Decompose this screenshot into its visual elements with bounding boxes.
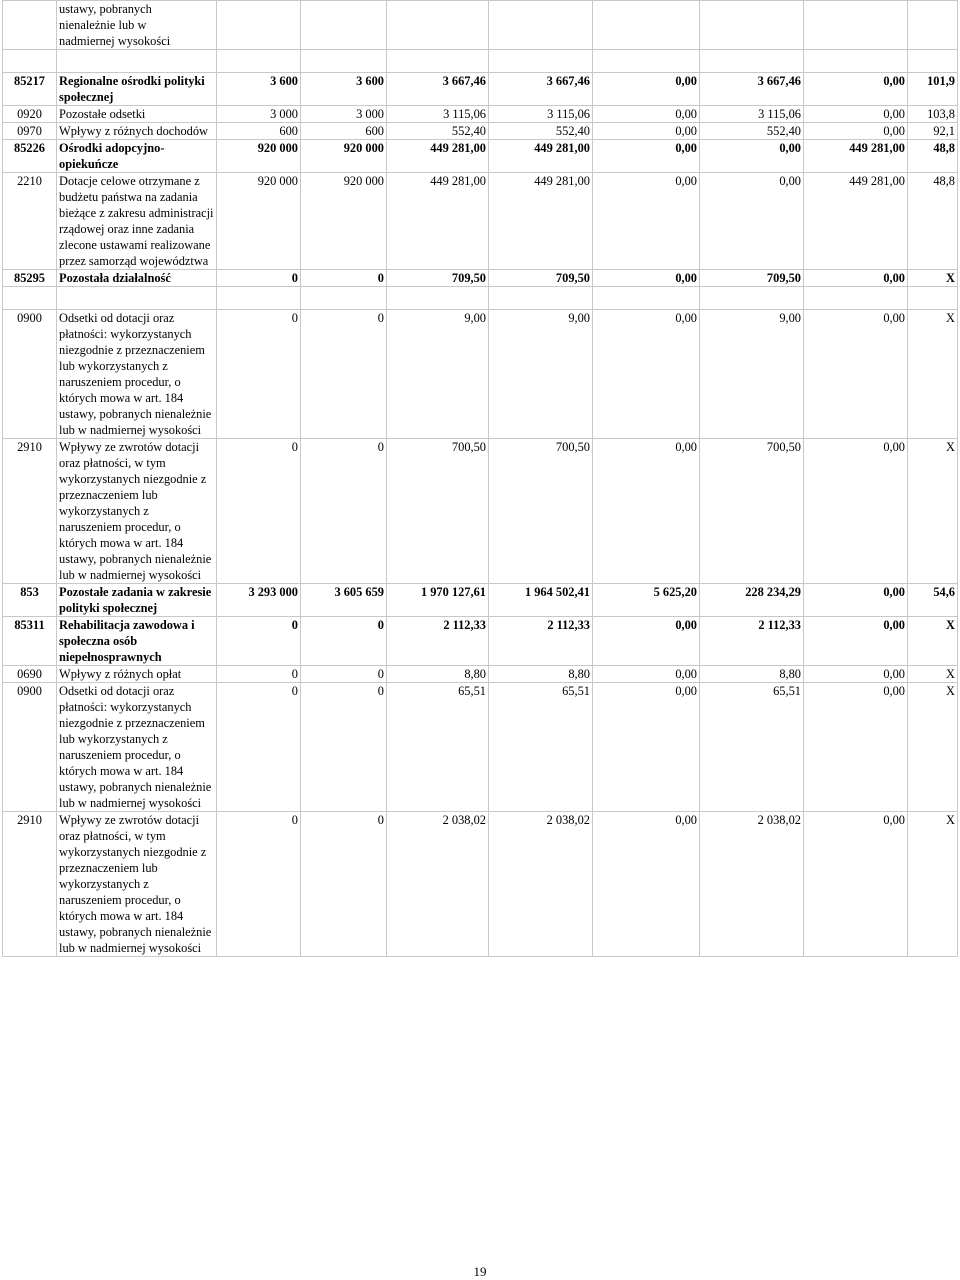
row-value-7: 0,00 xyxy=(804,73,908,106)
row-code: 85226 xyxy=(3,140,57,173)
table-row xyxy=(3,123,958,140)
row-value-6: 8,80 xyxy=(700,666,804,683)
row-value-2: 920 000 xyxy=(301,140,387,173)
row-value-7: 0,00 xyxy=(804,106,908,123)
row-code: 2910 xyxy=(3,812,57,957)
row-value-8: 103,8 xyxy=(908,106,958,123)
row-value-7: 0,00 xyxy=(804,666,908,683)
table-row xyxy=(3,439,958,584)
row-value-8: X xyxy=(908,270,958,287)
table-row xyxy=(3,310,958,439)
table-row xyxy=(3,73,958,106)
row-value-3: 8,80 xyxy=(387,666,489,683)
row-value-1: 920 000 xyxy=(217,140,301,173)
row-value-5: 0,00 xyxy=(593,73,700,106)
row-value-1: 0 xyxy=(217,439,301,584)
row-value-3: 700,50 xyxy=(387,439,489,584)
row-name: Pozostała działalność xyxy=(57,270,217,287)
row-value-4: 9,00 xyxy=(489,310,593,439)
row-value-6: 700,50 xyxy=(700,439,804,584)
row-code: 0690 xyxy=(3,666,57,683)
row-value-3: 65,51 xyxy=(387,683,489,812)
row-value-7: 0,00 xyxy=(804,683,908,812)
row-value-3: 1 970 127,61 xyxy=(387,584,489,617)
row-name: Wpływy ze zwrotów dotacji oraz płatności, w tym wykorzystanych niezgodnie z przeznaczeniem lub wykorzystanych z naruszeniem procedur, o których mowa w art. 184 ustawy, pobranych nienależnie lub w nadmiernej wysokości xyxy=(57,812,217,957)
row-value-3: 709,50 xyxy=(387,270,489,287)
row-value-3: 2 038,02 xyxy=(387,812,489,957)
table-gap-row xyxy=(3,287,958,310)
table-row xyxy=(3,683,958,812)
row-name: Odsetki od dotacji oraz płatności: wykorzystanych niezgodnie z przeznaczeniem lub wykorzystanych z naruszeniem procedur, o których mowa w art. 184 ustawy, pobranych nienależnie lub w nadmiernej wysokości xyxy=(57,683,217,812)
row-value-8: 48,8 xyxy=(908,173,958,270)
row-value-2: 3 600 xyxy=(301,73,387,106)
table-row xyxy=(3,584,958,617)
row-value-4: 8,80 xyxy=(489,666,593,683)
row-name: Wpływy ze zwrotów dotacji oraz płatności, w tym wykorzystanych niezgodnie z przeznaczeniem lub wykorzystanych z naruszeniem procedur, o których mowa w art. 184 ustawy, pobranych nienależnie lub w nadmiernej wysokości xyxy=(57,439,217,584)
row-value-2: 0 xyxy=(301,666,387,683)
row-value-1: 3 600 xyxy=(217,73,301,106)
row-value-6: 2 038,02 xyxy=(700,812,804,957)
table-row xyxy=(3,812,958,957)
row-value-5: 0,00 xyxy=(593,173,700,270)
row-code: 0900 xyxy=(3,683,57,812)
row-value-8: X xyxy=(908,812,958,957)
row-value-2: 920 000 xyxy=(301,173,387,270)
row-value-8: 48,8 xyxy=(908,140,958,173)
row-value-4: 65,51 xyxy=(489,683,593,812)
row-value-2: 0 xyxy=(301,439,387,584)
row-value-8: X xyxy=(908,617,958,666)
row-code: 853 xyxy=(3,584,57,617)
row-value-8: X xyxy=(908,683,958,812)
row-name: Regionalne ośrodki polityki społecznej xyxy=(57,73,217,106)
row-value-3: 3 667,46 xyxy=(387,73,489,106)
row-value-6: 65,51 xyxy=(700,683,804,812)
row-name: Ośrodki adopcyjno-opiekuńcze xyxy=(57,140,217,173)
row-code: 2910 xyxy=(3,439,57,584)
row-value-7: 0,00 xyxy=(804,310,908,439)
row-value-7: 0,00 xyxy=(804,123,908,140)
row-code: 0970 xyxy=(3,123,57,140)
row-value-5: 5 625,20 xyxy=(593,584,700,617)
row-value-5: 0,00 xyxy=(593,310,700,439)
row-value-4: 3 667,46 xyxy=(489,73,593,106)
row-value-1: 0 xyxy=(217,310,301,439)
row-value-1: 600 xyxy=(217,123,301,140)
row-value-4: 709,50 xyxy=(489,270,593,287)
row-name: Pozostałe odsetki xyxy=(57,106,217,123)
row-value-5: 0,00 xyxy=(593,439,700,584)
row-value-6: 552,40 xyxy=(700,123,804,140)
row-value-2: 3 000 xyxy=(301,106,387,123)
row-value-7: 449 281,00 xyxy=(804,173,908,270)
row-value-8: X xyxy=(908,666,958,683)
row-value-7: 0,00 xyxy=(804,270,908,287)
row-code: 2210 xyxy=(3,173,57,270)
row-value-8: X xyxy=(908,310,958,439)
row-value-5: 0,00 xyxy=(593,270,700,287)
row-value-5: 0,00 xyxy=(593,617,700,666)
row-value-6: 9,00 xyxy=(700,310,804,439)
row-value-1: 0 xyxy=(217,683,301,812)
row-value-6: 2 112,33 xyxy=(700,617,804,666)
table-row-continuation xyxy=(3,1,958,50)
row-value-2: 0 xyxy=(301,270,387,287)
row-value-6: 228 234,29 xyxy=(700,584,804,617)
row-code: 85217 xyxy=(3,73,57,106)
row-value-3: 552,40 xyxy=(387,123,489,140)
row-value-5: 0,00 xyxy=(593,123,700,140)
table-row xyxy=(3,173,958,270)
row-value-2: 0 xyxy=(301,310,387,439)
row-value-1: 3 000 xyxy=(217,106,301,123)
row-value-3: 2 112,33 xyxy=(387,617,489,666)
row-code xyxy=(3,1,57,50)
row-value-6: 3 667,46 xyxy=(700,73,804,106)
row-value-7: 0,00 xyxy=(804,812,908,957)
row-code: 85311 xyxy=(3,617,57,666)
row-value-5: 0,00 xyxy=(593,140,700,173)
row-name: Wpływy z różnych opłat xyxy=(57,666,217,683)
row-value-4: 552,40 xyxy=(489,123,593,140)
row-name: Rehabilitacja zawodowa i społeczna osób niepełnosprawnych xyxy=(57,617,217,666)
row-value-4: 2 112,33 xyxy=(489,617,593,666)
row-value-7: 0,00 xyxy=(804,617,908,666)
row-value-8: 54,6 xyxy=(908,584,958,617)
row-code: 0920 xyxy=(3,106,57,123)
row-name: Wpływy z różnych dochodów xyxy=(57,123,217,140)
table-row xyxy=(3,617,958,666)
row-value-2: 0 xyxy=(301,683,387,812)
row-value-7: 0,00 xyxy=(804,439,908,584)
page-number: 19 xyxy=(473,1264,487,1279)
row-name: Pozostałe zadania w zakresie polityki społecznej xyxy=(57,584,217,617)
row-value-6: 3 115,06 xyxy=(700,106,804,123)
row-value-5: 0,00 xyxy=(593,812,700,957)
row-value-8: 101,9 xyxy=(908,73,958,106)
table-row xyxy=(3,666,958,683)
row-value-1: 920 000 xyxy=(217,173,301,270)
row-value-4: 449 281,00 xyxy=(489,140,593,173)
row-value-4: 700,50 xyxy=(489,439,593,584)
row-value-1: 0 xyxy=(217,617,301,666)
table-row xyxy=(3,106,958,123)
table-row xyxy=(3,270,958,287)
row-name-continuation: ustawy, pobranych nienależnie lub w nadmiernej wysokości xyxy=(57,1,217,50)
row-value-5: 0,00 xyxy=(593,666,700,683)
row-value-3: 449 281,00 xyxy=(387,140,489,173)
row-value-4: 2 038,02 xyxy=(489,812,593,957)
row-value-2: 0 xyxy=(301,812,387,957)
row-code: 85295 xyxy=(3,270,57,287)
budget-table-wrapper xyxy=(2,0,958,957)
row-value-4: 449 281,00 xyxy=(489,173,593,270)
row-value-1: 0 xyxy=(217,666,301,683)
row-value-7: 0,00 xyxy=(804,584,908,617)
row-value-8: 92,1 xyxy=(908,123,958,140)
row-value-6: 709,50 xyxy=(700,270,804,287)
row-name: Odsetki od dotacji oraz płatności: wykorzystanych niezgodnie z przeznaczeniem lub wykorzystanych z naruszeniem procedur, o których mowa w art. 184 ustawy, pobranych nienależnie lub w nadmiernej wysokości xyxy=(57,310,217,439)
table-gap-row xyxy=(3,50,958,73)
row-code: 0900 xyxy=(3,310,57,439)
row-value-7: 449 281,00 xyxy=(804,140,908,173)
row-value-2: 0 xyxy=(301,617,387,666)
row-value-4: 3 115,06 xyxy=(489,106,593,123)
row-value-8: X xyxy=(908,439,958,584)
budget-table-body xyxy=(3,1,958,957)
row-value-1: 3 293 000 xyxy=(217,584,301,617)
row-value-4: 1 964 502,41 xyxy=(489,584,593,617)
row-value-2: 3 605 659 xyxy=(301,584,387,617)
row-value-5: 0,00 xyxy=(593,683,700,812)
row-value-3: 3 115,06 xyxy=(387,106,489,123)
row-value-6: 0,00 xyxy=(700,173,804,270)
row-value-3: 9,00 xyxy=(387,310,489,439)
row-value-1: 0 xyxy=(217,812,301,957)
row-value-5: 0,00 xyxy=(593,106,700,123)
row-value-2: 600 xyxy=(301,123,387,140)
budget-table xyxy=(2,0,958,957)
table-row xyxy=(3,140,958,173)
row-name: Dotacje celowe otrzymane z budżetu państwa na zadania bieżące z zakresu administracji rządowej oraz inne zadania zlecone ustawami realizowane przez samorząd województwa xyxy=(57,173,217,270)
row-value-1: 0 xyxy=(217,270,301,287)
row-value-3: 449 281,00 xyxy=(387,173,489,270)
row-value-6: 0,00 xyxy=(700,140,804,173)
